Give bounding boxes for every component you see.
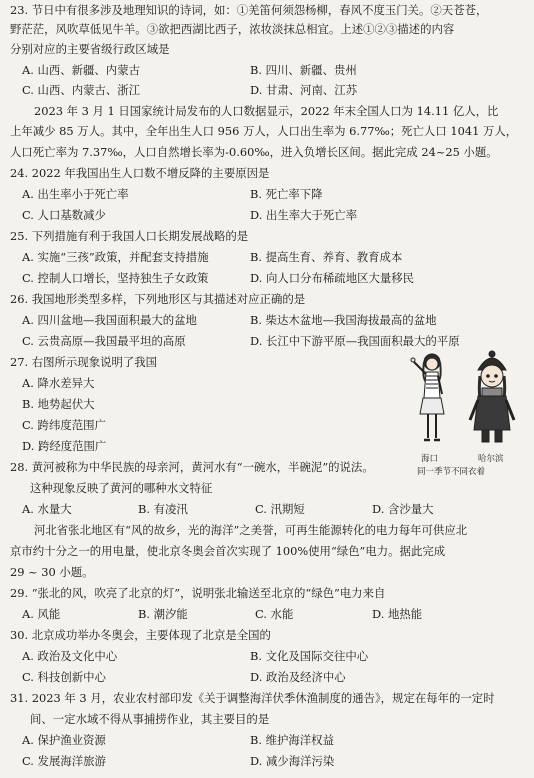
- q23-line1: 23. 节日中有很多涉及地理知识的诗词，如：①羌笛何须怨杨柳，春风不度玉门关。②天苍苍，: [10, 3, 488, 17]
- q30-option-b: B. 文化及国际交往中心: [250, 649, 369, 663]
- q28-option-c: C. 汛期短: [255, 502, 305, 516]
- q29-stem: 29. “张北的风，吹亮了北京的灯”，说明张北输送至北京的“绿色”电力来自: [10, 586, 386, 600]
- q28-line1: 28. 黄河被称为中华民族的母亲河，黄河水有“一碗水，半碗泥”的说法。: [10, 460, 374, 474]
- q25-option-b: B. 提高生育、养育、教育成本: [250, 250, 403, 264]
- q24-option-d: D. 出生率大于死亡率: [250, 208, 358, 222]
- q26-stem: 26. 我国地形类型多样，下列地形区与其描述对应正确的是: [10, 292, 306, 306]
- q28-option-a: A. 水量大: [22, 502, 72, 516]
- q27-option-d: D. 跨经度范围广: [22, 439, 107, 453]
- q23-option-a: A. 山西、新疆、内蒙古: [22, 63, 140, 77]
- q31-option-d: D. 减少海洋污染: [250, 754, 335, 768]
- q24-stem: 24. 2022 年我国出生人口数不增反降的主要原因是: [10, 166, 270, 180]
- q25-stem: 25. 下列措施有利于我国人口长期发展战略的是: [10, 229, 249, 243]
- q25-option-c: C. 控制人口增长，坚持独生子女政策: [22, 271, 209, 285]
- q27-option-b: B. 地势起伏大: [22, 397, 95, 411]
- q31-line2: 间、一定水域不得从事捕捞作业，其主要目的是: [30, 712, 270, 726]
- q23-line2: 野茫茫，风吹草低见牛羊。③欲把西湖比西子，浓妆淡抹总相宜。上述①②③描述的内容: [10, 22, 455, 36]
- q27-stem: 27. 右图所示现象说明了我国: [10, 355, 158, 369]
- haikou-girl-figure: [411, 354, 444, 440]
- q23-option-d: D. 甘肃、河南、江苏: [250, 83, 358, 97]
- q24-option-b: B. 死亡率下降: [250, 187, 323, 201]
- q24-option-a: A. 出生率小于死亡率: [22, 187, 129, 201]
- material1-line1: 2023 年 3 月 1 日国家统计局发布的人口数据显示，2022 年末全国人口为 14.11 亿人，比: [34, 104, 499, 118]
- harbin-girl-figure: [470, 351, 514, 442]
- q31-line1: 31. 2023 年 3 月，农业农村部印发《关于调整海洋伏季休渔制度的通告》，规定在每年的一定时: [10, 691, 495, 705]
- q25-option-d: D. 向人口分布稀疏地区大量移民: [250, 271, 415, 285]
- q26-option-a: A. 四川盆地—我国面积最大的盆地: [22, 313, 197, 327]
- q29-option-d: D. 地热能: [372, 607, 423, 621]
- q26-option-d: D. 长江中下游平原—我国面积最大的平原: [250, 334, 460, 348]
- q26-option-b: B. 柴达木盆地—我国海拔最高的盆地: [250, 313, 437, 327]
- q26-option-c: C. 云贵高原—我国最平坦的高原: [22, 334, 186, 348]
- q23-option-c: C. 山西、内蒙古、浙江: [22, 83, 141, 97]
- q23-option-b: B. 四川、新疆、贵州: [250, 63, 357, 77]
- q31-option-a: A. 保护渔业资源: [22, 733, 106, 747]
- q30-option-a: A. 政治及文化中心: [22, 649, 118, 663]
- q29-option-b: B. 潮汐能: [138, 607, 188, 621]
- q28-line2: 这种现象反映了黄河的哪种水文特征: [30, 481, 213, 495]
- q30-option-c: C. 科技创新中心: [22, 670, 106, 684]
- clothing-illustration: [400, 348, 526, 452]
- q24-option-c: C. 人口基数减少: [22, 208, 106, 222]
- q25-option-a: A. 实施“三孩”政策，并配套支持措施: [22, 250, 209, 264]
- q28-option-b: B. 有凌汛: [138, 502, 188, 516]
- material2-line1: 河北省张北地区有“风的故乡，光的海洋”之美誉，可再生能源转化的电力每年可供应北: [34, 523, 468, 537]
- material2-line3: 29 ~ 30 小题。: [10, 565, 94, 579]
- material1-line2: 上年减少 85 万人。其中，全年出生人口 956 万人，人口出生率为 6.77‰；死亡人口 1041 万人，: [10, 124, 518, 138]
- q30-stem: 30. 北京成功举办冬奥会，主要体现了北京是全国的: [10, 628, 271, 642]
- q23-line3: 分别对应的主要省级行政区域是: [10, 42, 170, 56]
- q27-option-a: A. 降水差异大: [22, 376, 95, 390]
- q27-option-c: C. 跨纬度范围广: [22, 418, 106, 432]
- q29-option-c: C. 水能: [255, 607, 294, 621]
- q31-option-b: B. 维护海洋权益: [250, 733, 334, 747]
- q31-option-c: C. 发展海洋旅游: [22, 754, 106, 768]
- q29-option-a: A. 风能: [22, 607, 61, 621]
- material1-line3: 人口死亡率为 7.37‰，人口自然增长率为-0.60‰，进入负增长区间。据此完成 24~25 小题。: [10, 145, 498, 159]
- material2-line2: 京市约十分之一的用电量，使北京冬奥会首次实现了 100%使用“绿色”电力。据此完成: [10, 544, 446, 558]
- figure-label-haikou: 海口: [421, 454, 439, 464]
- figure-label-harbin: 哈尔滨: [478, 454, 504, 464]
- q30-option-d: D. 政治及经济中心: [250, 670, 346, 684]
- q28-option-d: D. 含沙量大: [372, 502, 434, 516]
- figure-caption: 同一季节不同衣着: [417, 467, 486, 477]
